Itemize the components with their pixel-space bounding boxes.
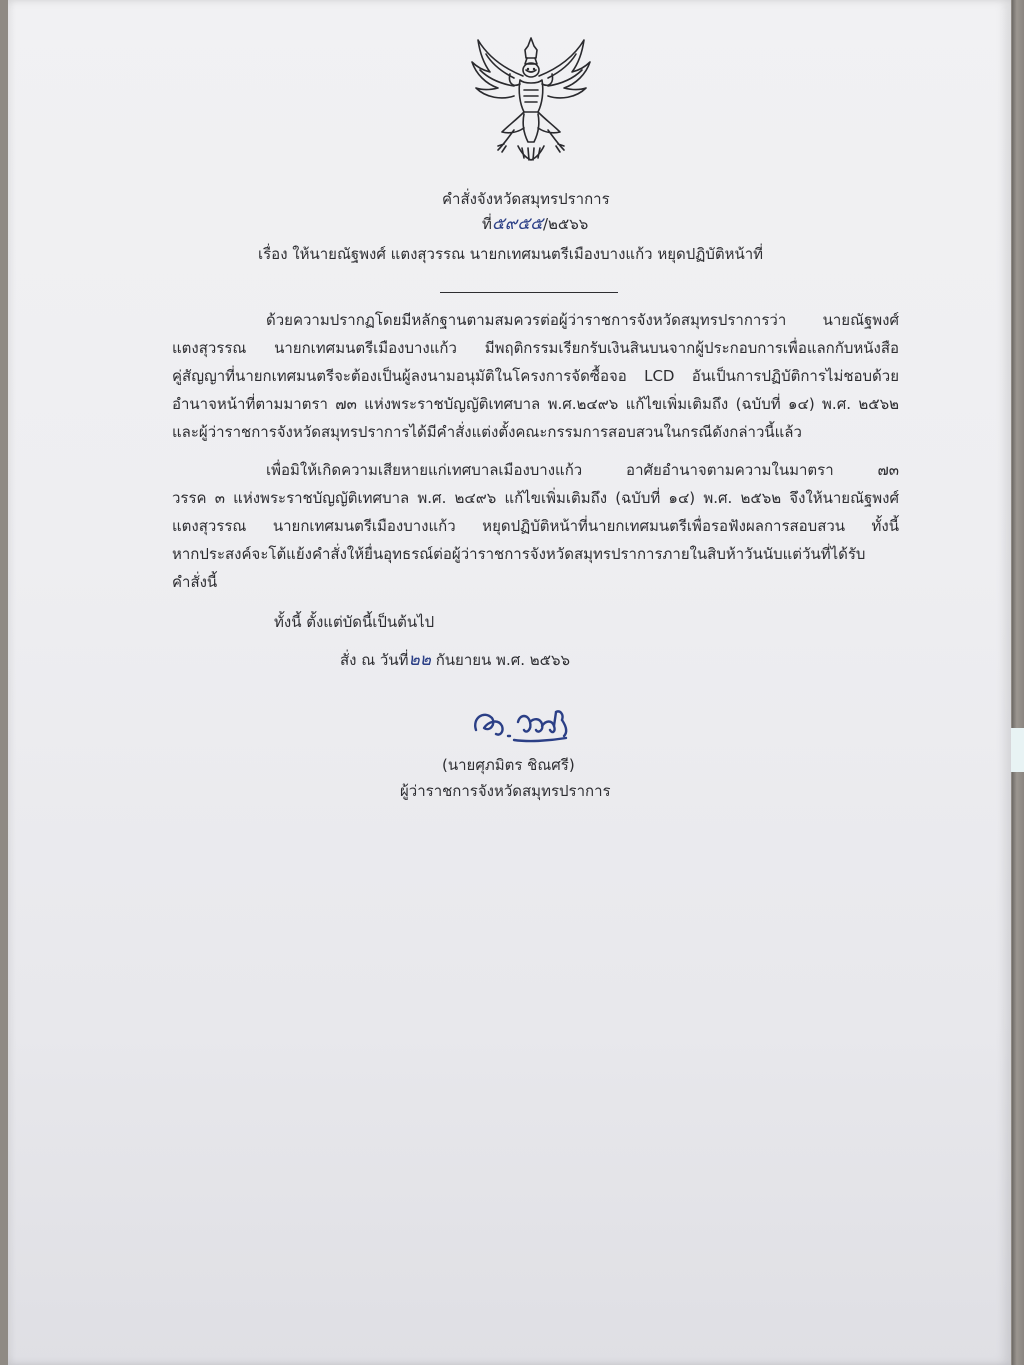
paragraph1-line: แตงสุวรรณ นายกเทศมนตรีเมืองบางแก้ว มีพฤติกรรมเรียกรับเงินสินบนจากผู้ประกอบการเพื่อแลกกับหนังสือ: [172, 339, 899, 357]
paper-clip-tab: [1010, 728, 1024, 772]
paragraph1-line: อำนาจหน้าที่ตามมาตรา ๗๓ แห่งพระราชบัญญัติเทศบาล พ.ศ.๒๔๙๖ แก้ไขเพิ่มเติมถึง (ฉบับที่ ๑๔) พ.ศ. ๒๕๖๒: [172, 395, 899, 413]
header-divider: [440, 292, 618, 293]
order-number-year: /๒๕๖๖: [542, 215, 589, 233]
paragraph2-line: เพื่อมิให้เกิดความเสียหายแก่เทศบาลเมืองบางแก้ว อาศัยอำนาจตามความในมาตรา ๗๓: [266, 461, 899, 479]
order-subject: เรื่อง ให้นายณัฐพงศ์ แตงสุวรรณ นายกเทศมนตรีเมืองบางแก้ว หยุดปฏิบัติหน้าที่: [258, 245, 764, 263]
order-title: คำสั่งจังหวัดสมุทรปราการ: [442, 190, 610, 208]
paragraph2-line: คำสั่งนี้: [172, 573, 218, 591]
effective-statement: ทั้งนี้ ตั้งแต่บัดนี้เป็นต้นไป: [274, 613, 435, 631]
signer-name: (นายศุภมิตร ชิณศรี): [442, 756, 575, 774]
document-page: [8, 0, 1011, 1365]
date-prefix: สั่ง ณ วันที่: [340, 651, 409, 669]
table-surface-edge: [1012, 0, 1024, 1365]
paragraph2-line: วรรค ๓ แห่งพระราชบัญญัติเทศบาล พ.ศ. ๒๔๙๖ แก้ไขเพิ่มเติมถึง (ฉบับที่ ๑๔) พ.ศ. ๒๕๖๒ จึงให้นายณัฐพงศ์: [172, 489, 899, 507]
order-date: [340, 650, 570, 670]
order-number-handwritten: ๕๙๕๕: [491, 214, 543, 234]
date-day-handwritten: ๒๒: [408, 650, 431, 670]
order-number-prefix: ที่: [482, 215, 492, 233]
paragraph1-line: และผู้ว่าราชการจังหวัดสมุทรปราการได้มีคำสั่งแต่งตั้งคณะกรรมการสอบสวนในกรณีดังกล่าวนี้แล้ว: [172, 423, 802, 441]
paragraph1-line: ด้วยความปรากฏโดยมีหลักฐานตามสมควรต่อผู้ว่าราชการจังหวัดสมุทรปราการว่า นายณัฐพงศ์: [266, 311, 899, 329]
paragraph2-line: หากประสงค์จะโต้แย้งคำสั่งให้ยื่นอุทธรณ์ต่อผู้ว่าราชการจังหวัดสมุทรปราการภายในสิบห้าวันนับแต่วันที่ได้รับ: [172, 545, 866, 563]
order-number-line: [482, 214, 588, 234]
paragraph2-line: แตงสุวรรณ นายกเทศมนตรีเมืองบางแก้ว หยุดปฏิบัติหน้าที่นายกเทศมนตรีเพื่อรอฟังผลการสอบสวน ทั้งนี้: [172, 517, 899, 535]
garuda-emblem-icon: [468, 34, 594, 164]
governor-signature: [468, 700, 578, 750]
paragraph1-line: คู่สัญญาที่นายกเทศมนตรีจะต้องเป็นผู้ลงนามอนุมัติในโครงการจัดซื้อจอ LCD อันเป็นการปฏิบัติการไม่ชอบด้วย: [172, 367, 899, 385]
date-suffix: กันยายน พ.ศ. ๒๕๖๖: [435, 651, 571, 669]
signer-position: ผู้ว่าราชการจังหวัดสมุทรปราการ: [400, 782, 611, 800]
